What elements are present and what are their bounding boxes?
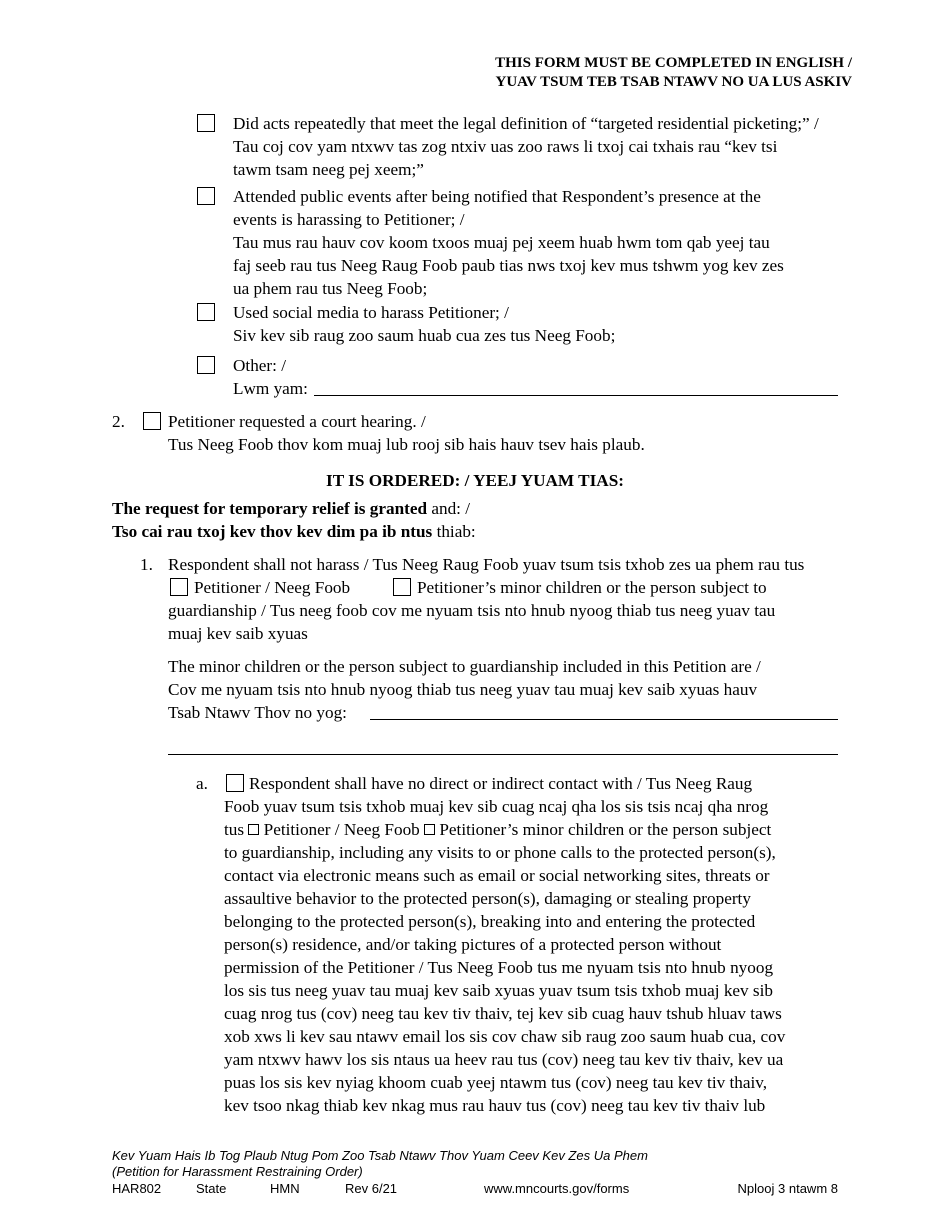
footer-title-english: (Petition for Harassment Restraining Order): [112, 1164, 363, 1179]
order-1-number: 1.: [140, 555, 153, 574]
sub-item-a-label: a.: [196, 774, 208, 793]
minor-children-input-line-2[interactable]: [168, 754, 838, 755]
other-label: Lwm yam:: [233, 379, 308, 398]
checkbox-minor-children[interactable]: [393, 578, 411, 596]
option-public-events: Attended public events after being notified that Respondent’s presence at the events is harassing to Petitioner; / Tau mus rau hauv cov koom txoos muaj pej xeem huab hwm tom qab yeej tau faj seeb rau tus Neeg Raug Foob paub tias nws txoj kev mus tshwm yog kev zes ua phem rau tus Neeg Foob;: [233, 187, 784, 298]
item-2-number: 2.: [112, 412, 125, 431]
no-contact-order-text: Respondent shall have no direct or indirect contact with / Tus Neeg Raug Foob yuav tsum tsis txhob muaj kev sib cuag ncaj qha los sis tsis ncaj qha nrog tus Petitioner / Neeg Foob Petitioner’s minor children or the person subject to guardianship, including any visits to or phone calls to the protected person(s), contact via electronic means such as email or social networking sites, threats or assaultive behavior to the protected person(s), damaging or stealing property belonging to the protected person(s), breaking into and entering the protected person(s) residence, and/or taking pictures of a protected person without permission of the Petitioner / Tus Neeg Foob tus me nyuam tsis nto hnub nyoog los sis tus neeg yuav tau muaj kev saib xyuas yuav tsum tsis txhob muaj kev sib cuag nrog tus (cov) neeg tau kev tiv thaiv, tej kev sib cuag hauv tshub hluav taws xob xws li kev sau ntawv email los sis cov chaw sib raug zoo saum huab cua, cov yam ntxwv hawv los sis ntaus ua heev rau tus (cov) neeg tau kev tiv thaiv, kev ua puas los sis kev nyiag khoom cuab yeej ntawm tus (cov) neeg tau kev tiv thaiv, kev tsoo nkag thiab kev nkag mus rau hauv tus (cov) neeg tau kev tiv thaiv lub: [224, 774, 786, 1115]
checkbox-targeted-picketing[interactable]: [197, 114, 215, 132]
relief-granted-statement: The request for temporary relief is granted and: / Tso cai rau txoj kev thov kev dim pa ib ntus thiab:: [112, 499, 476, 541]
footer-revision: Rev 6/21: [345, 1181, 398, 1196]
checkbox-public-events[interactable]: [197, 187, 215, 205]
label-minor-children: Petitioner’s minor children or the person subject to: [417, 578, 767, 597]
footer-title-hmong: Kev Yuam Hais Ib Tog Plaub Ntug Pom Zoo Tsab Ntawv Thov Yuam Ceev Kev Zes Ua Phem: [112, 1148, 648, 1163]
form-header: [495, 54, 852, 92]
checkbox-inline-petitioner[interactable]: [248, 824, 259, 835]
ordered-heading: IT IS ORDERED: / YEEJ YUAM TIAS:: [326, 471, 624, 490]
checkbox-social-media[interactable]: [197, 303, 215, 321]
order-1-continuation: guardianship / Tus neeg foob cov me nyuam tsis nto hnub nyoog thiab tus neeg yuav tau muaj kev saib xyuas: [168, 601, 776, 643]
minor-children-statement: The minor children or the person subject to guardianship included in this Petition are / Cov me nyuam tsis nto hnub nyoog thiab tus neeg yuav tau muaj kev saib xyuas hauv Tsab Ntawv Thov no yog:: [168, 657, 761, 722]
footer-page-number: Nplooj 3 ntawm 8: [737, 1181, 838, 1196]
checkbox-inline-minor-children[interactable]: [424, 824, 435, 835]
header-line-hmong: YUAV TSUM TEB TSAB NTAWV NO UA LUS ASKIV: [495, 74, 852, 90]
other-input-line[interactable]: [314, 395, 838, 396]
minor-children-input-line-1[interactable]: [370, 719, 838, 720]
checkbox-other[interactable]: [197, 356, 215, 374]
footer-url-link[interactable]: www.mncourts.gov/forms: [484, 1181, 630, 1196]
label-petitioner: Petitioner / Neeg Foob: [194, 578, 351, 597]
option-social-media: Used social media to harass Petitioner; / Siv kev sib raug zoo saum huab cua zes tus Neeg Foob;: [233, 303, 616, 345]
checkbox-court-hearing[interactable]: [143, 412, 161, 430]
footer-state: State: [196, 1181, 227, 1196]
item-court-hearing: Petitioner requested a court hearing. / Tus Neeg Foob thov kom muaj lub rooj sib hais hauv tsev hais plaub.: [168, 412, 645, 454]
order-1-text: Respondent shall not harass / Tus Neeg Raug Foob yuav tsum tsis txhob zes ua phem rau tus: [168, 555, 805, 574]
checkbox-petitioner[interactable]: [170, 578, 188, 596]
header-line-english: THIS FORM MUST BE COMPLETED IN ENGLISH /: [495, 55, 852, 71]
option-targeted-picketing: Did acts repeatedly that meet the legal definition of “targeted residential picketing;” / Tau coj cov yam ntxwv tas zog ntxiv uas zoo raws li txoj cai txhais rau “kev tsi tawm tsam neeg pej xeem;”: [233, 114, 819, 179]
footer-language: HMN: [270, 1181, 300, 1196]
option-other: Other: / Lwm yam:: [233, 356, 308, 398]
footer-form-id: HAR802: [112, 1181, 162, 1196]
